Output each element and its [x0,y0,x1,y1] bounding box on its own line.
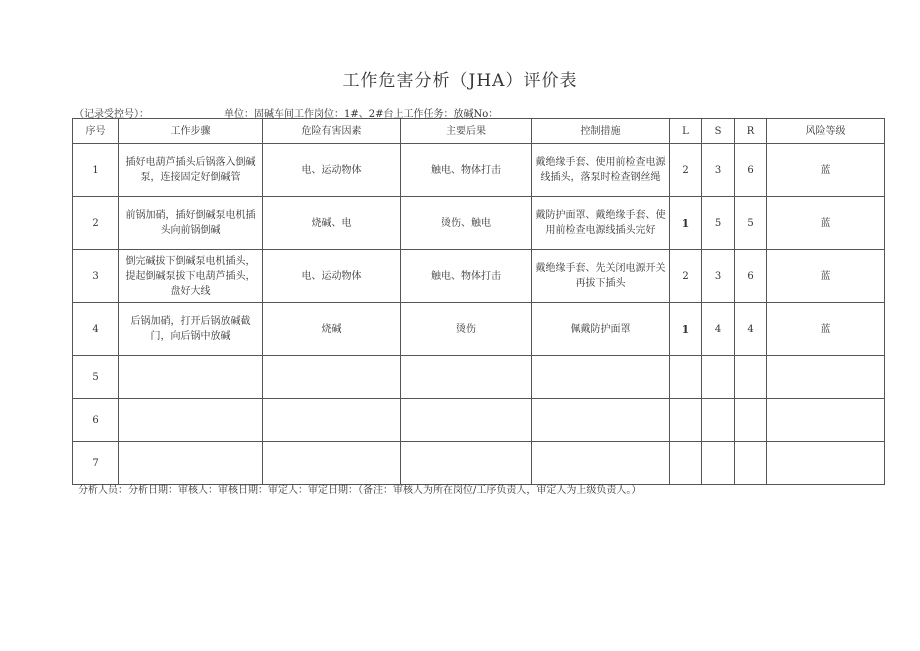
cell-no: 3 [73,250,119,303]
cell-no: 5 [73,356,119,399]
cell-step: 倒完碱拔下倒碱泵电机插头，提起倒碱泵拔下电葫芦插头，盘好大线 [119,250,263,303]
record-number-label: （记录受控号）： [74,109,149,120]
page-title: 工作危害分析（JHA）评价表 [342,71,578,91]
cell-step: 前锅加硝，插好倒碱泵电机插头向前锅倒碱 [119,197,263,250]
cell-r: 6 [735,144,767,197]
cell-no: 2 [73,197,119,250]
cell-l: 1 [670,197,702,250]
table-row [73,144,885,197]
cell-r: 4 [735,303,767,356]
cell-s: 3 [702,144,735,197]
cell-r: 6 [735,250,767,303]
unit-info: 单位：固碱车间工作岗位：1#、2#台上工作任务：放碱No： [224,109,499,120]
cell-risk-level: 蓝 [767,250,885,303]
footer-signatures: 分析人员：分析日期：审核人：审核日期：审定人：审定日期：（备注：审核人为所在岗位/工序负责人，审定人为上级负责人。） [78,485,642,496]
col-header-l: L [670,119,702,144]
col-header-r: R [735,119,767,144]
cell-s: 5 [702,197,735,250]
cell-consequence: 烫伤 [401,303,532,356]
table-row [73,303,885,356]
cell-s: 3 [702,250,735,303]
cell-control: 戴防护面罩、戴绝缘手套、使用前检查电源线插头完好 [532,197,670,250]
cell-control: 戴绝缘手套、先关闭电源开关再拔下插头 [532,250,670,303]
col-header-step: 工作步骤 [119,119,263,144]
col-header-no: 序号 [73,119,119,144]
cell-l: 1 [670,303,702,356]
col-header-hazard: 危险有害因素 [263,119,401,144]
cell-no: 7 [73,442,119,485]
cell-control: 戴绝缘手套、使用前检查电源线插头，落泵时检查钢丝绳 [532,144,670,197]
cell-step: 插好电葫芦插头后锅落入倒碱泵，连接固定好倒碱管 [119,144,263,197]
cell-step: 后锅加硝，打开后锅放碱截门，向后锅中放碱 [119,303,263,356]
col-header-control: 控制措施 [532,119,670,144]
cell-consequence: 触电、物体打击 [401,144,532,197]
cell-hazard: 电、运动物体 [263,250,401,303]
table-header-row [73,119,885,144]
cell-risk-level: 蓝 [767,197,885,250]
cell-risk-level: 蓝 [767,303,885,356]
cell-hazard: 电、运动物体 [263,144,401,197]
cell-no: 6 [73,399,119,442]
jha-table [72,118,885,485]
cell-l: 2 [670,250,702,303]
cell-hazard: 烧碱 [263,303,401,356]
table-row [73,356,885,399]
col-header-risk-level: 风险等级 [767,119,885,144]
cell-hazard: 烧碱、电 [263,197,401,250]
cell-consequence: 触电、物体打击 [401,250,532,303]
table-row [73,250,885,303]
cell-no: 1 [73,144,119,197]
cell-consequence: 烫伤、触电 [401,197,532,250]
cell-s: 4 [702,303,735,356]
table-row [73,442,885,485]
cell-r: 5 [735,197,767,250]
cell-l: 2 [670,144,702,197]
col-header-s: S [702,119,735,144]
table-row [73,197,885,250]
cell-control: 佩戴防护面罩 [532,303,670,356]
cell-no: 4 [73,303,119,356]
table-row [73,399,885,442]
cell-risk-level: 蓝 [767,144,885,197]
col-header-consequence: 主要后果 [401,119,532,144]
